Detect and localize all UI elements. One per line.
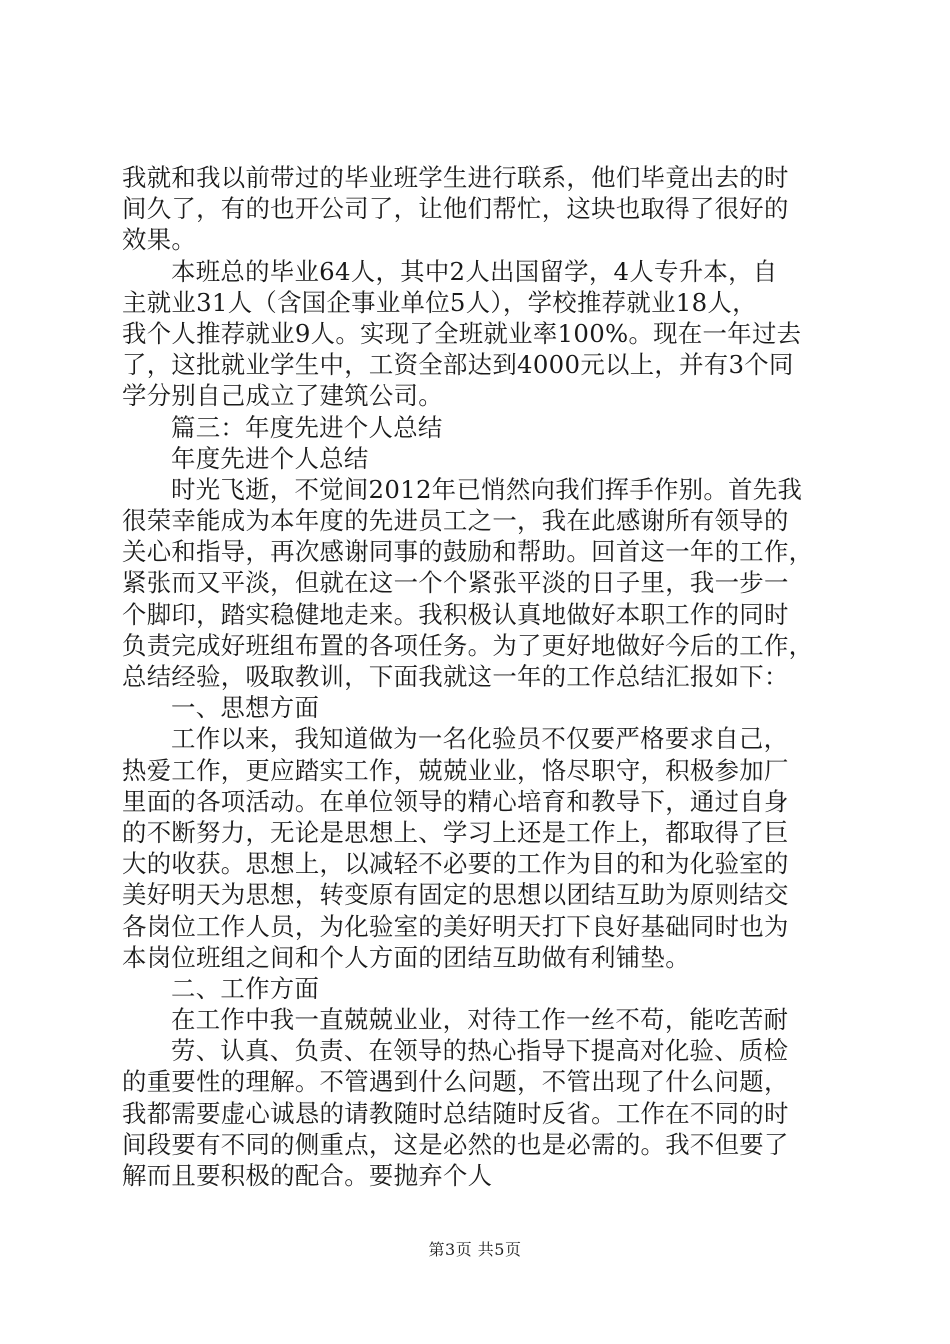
text-line: 关心和指导，再次感谢同事的鼓励和帮助。回首这一年的工作， [122,537,814,567]
text-line: 我就和我以前带过的毕业班学生进行联系，他们毕竟出去的时 [122,163,789,192]
text-line: 一、思想方面 [171,693,320,723]
text-line: 紧张而又平淡，但就在这一个个紧张平淡的日子里，我一步一 [122,568,789,598]
text-line: 时光飞逝，不觉间2012年已悄然向我们挥手作别。首先我 [171,474,803,504]
page-footer: 第3页 共5页 [428,1240,522,1259]
text-line: 工作以来，我知道做为一名化验员不仅要严格要求自己， [171,724,789,754]
text-line: 美好明天为思想，转变原有固定的思想以团结互助为原则结交 [122,880,789,910]
text-line: 各岗位工作人员，为化验室的美好明天打下良好基础同时也为 [122,911,789,941]
text-line: 很荣幸能成为本年度的先进员工之一，我在此感谢所有领导的 [122,506,789,536]
text-line: 间段要有不同的侧重点，这是必然的也是必需的。我不但要了 [122,1129,789,1159]
text-line: 大的收获。思想上，以减轻不必要的工作为目的和为化验室的 [122,849,789,879]
text-line: 解而且要积极的配合。要抛弃个人 [122,1161,493,1190]
text-line: 我个人推荐就业9人。实现了全班就业率100%。现在一年过去 [122,318,802,348]
text-line: 在工作中我一直兢兢业业，对待工作一丝不苟，能吃苦耐 [171,1005,789,1035]
text-line: 主就业31人（含国企事业单位5人），学校推荐就业18人， [122,287,757,317]
text-line: 里面的各项活动。在单位领导的精心培育和教导下，通过自身 [122,786,789,816]
text-line: 二、工作方面 [171,973,320,1003]
text-line: 劳、认真、负责、在领导的热心指导下提高对化验、质检 [171,1036,789,1066]
text-line: 热爱工作，更应踏实工作，兢兢业业，恪尽职守，积极参加厂 [122,755,789,785]
document-body [122,162,832,1191]
text-line: 了，这批就业学生中，工资全部达到4000元以上，并有3个同 [122,350,794,380]
text-line: 年度先进个人总结 [171,443,369,473]
text-line: 本岗位班组之间和个人方面的团结互助做有利铺垫。 [122,942,690,972]
text-line: 效果。 [122,225,197,255]
text-line: 负责完成好班组布置的各项任务。为了更好地做好今后的工作， [122,630,814,660]
text-line: 篇三：年度先进个人总结 [171,412,443,442]
text-line: 本班总的毕业64人，其中2人出国留学，4人专升本，自 [171,256,778,286]
text-line: 总结经验，吸取教训，下面我就这一年的工作总结汇报如下： [122,662,789,691]
text-line: 的重要性的理解。不管遇到什么问题，不管出现了什么问题， [122,1067,789,1097]
text-line: 学分别自己成立了建筑公司。 [122,381,443,411]
text-line: 间久了，有的也开公司了，让他们帮忙，这块也取得了很好的 [122,194,789,224]
text-line: 个脚印，踏实稳健地走来。我积极认真地做好本职工作的同时 [122,599,789,629]
text-line: 我都需要虚心诚恳的请教随时总结随时反省。工作在不同的时 [122,1098,789,1128]
text-line: 的不断努力，无论是思想上、学习上还是工作上，都取得了巨 [122,817,789,847]
